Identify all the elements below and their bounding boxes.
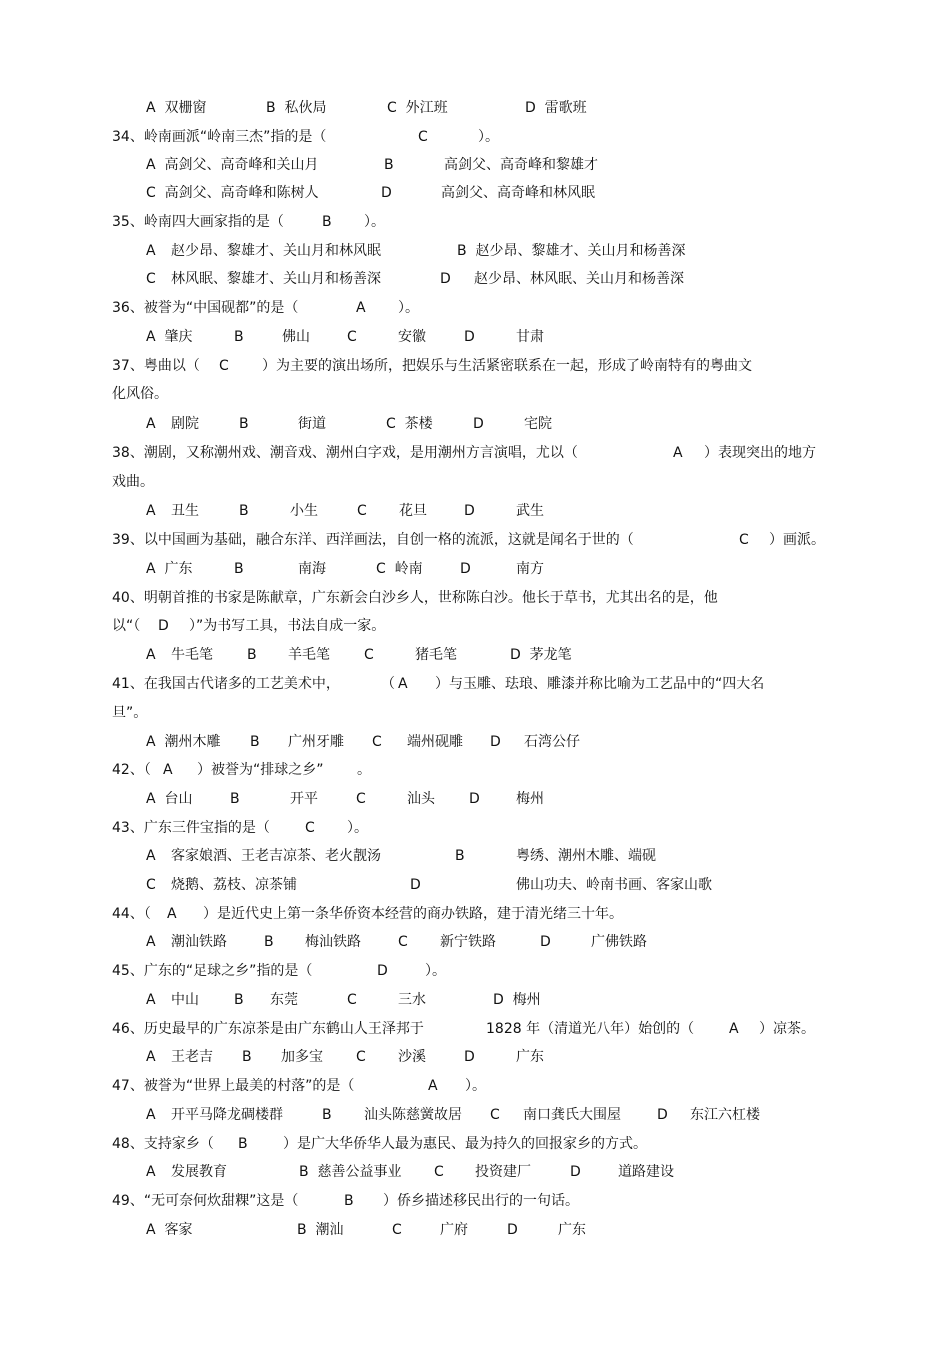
text-segment: ）”为书写工具，书法自成一家。 bbox=[189, 618, 386, 634]
text-segment: C bbox=[347, 992, 357, 1008]
text-segment: 安徽 bbox=[398, 329, 426, 345]
text-segment: C bbox=[418, 129, 428, 145]
text-segment: ）。 bbox=[465, 1078, 486, 1094]
text-segment: 35、岭南四大画家指的是（ bbox=[112, 214, 284, 230]
text-line bbox=[0, 990, 950, 1016]
text-segment: ）侨乡描述移民出行的一句话。 bbox=[383, 1193, 579, 1209]
text-segment: 汕头 bbox=[407, 791, 435, 807]
text-line bbox=[0, 155, 950, 181]
text-segment: 汕头陈慈黉故居 bbox=[364, 1107, 462, 1123]
text-segment: 开平马降龙碉楼群 bbox=[171, 1107, 283, 1123]
text-segment: B bbox=[384, 157, 394, 173]
text-segment: 广府 bbox=[440, 1222, 468, 1238]
text-segment: 丑生 bbox=[171, 503, 199, 519]
text-line bbox=[0, 645, 950, 671]
text-segment: C bbox=[146, 877, 156, 893]
text-segment: 林风眠、黎雄才、关山月和杨善深 bbox=[171, 271, 381, 287]
text-segment: D 梅州 bbox=[493, 992, 541, 1008]
text-line bbox=[0, 789, 950, 815]
text-line bbox=[0, 818, 950, 844]
text-segment: 羊毛笔 bbox=[288, 647, 330, 663]
text-segment: B bbox=[242, 1049, 252, 1065]
text-line bbox=[0, 559, 950, 585]
text-segment: 40、明朝首推的书家是陈献章，广东新会白沙乡人，世称陈白沙。他长于草书，尤其出名的是，他 bbox=[112, 590, 718, 606]
text-segment: 48、支持家乡（ bbox=[112, 1136, 214, 1152]
text-segment: 赵少昂、林风眠、关山月和杨善深 bbox=[474, 271, 684, 287]
text-segment: 开平 bbox=[290, 791, 318, 807]
text-segment: 梅汕铁路 bbox=[305, 934, 361, 950]
text-line bbox=[0, 616, 950, 642]
text-line bbox=[0, 1105, 950, 1131]
text-segment: 石湾公仔 bbox=[524, 734, 580, 750]
text-segment: A bbox=[163, 762, 173, 778]
text-segment: B bbox=[230, 791, 240, 807]
text-line bbox=[0, 961, 950, 987]
text-segment: B bbox=[344, 1193, 354, 1209]
text-segment: 高剑父、高奇峰和黎雄才 bbox=[444, 157, 598, 173]
text-line bbox=[0, 212, 950, 238]
text-segment: 宅院 bbox=[524, 416, 552, 432]
text-line bbox=[0, 904, 950, 930]
text-segment: B bbox=[250, 734, 260, 750]
text-segment: C bbox=[398, 934, 408, 950]
text-segment: A bbox=[167, 906, 177, 922]
text-line bbox=[0, 1162, 950, 1188]
text-segment: B 慈善公益事业 bbox=[299, 1164, 402, 1180]
text-segment: C bbox=[146, 271, 156, 287]
text-segment: D bbox=[377, 963, 388, 979]
text-line bbox=[0, 127, 950, 153]
text-line bbox=[0, 1076, 950, 1102]
text-segment: D bbox=[158, 618, 169, 634]
text-segment: C bbox=[372, 734, 382, 750]
text-segment: 端州砚雕 bbox=[407, 734, 463, 750]
text-segment: D bbox=[381, 185, 392, 201]
text-segment: 猪毛笔 bbox=[415, 647, 457, 663]
text-segment: 广东 bbox=[516, 1049, 544, 1065]
text-line bbox=[0, 1019, 950, 1045]
text-line bbox=[0, 298, 950, 324]
text-segment: 小生 bbox=[290, 503, 318, 519]
text-segment: A bbox=[146, 934, 156, 950]
text-segment: 南口龚氏大围屋 bbox=[523, 1107, 621, 1123]
text-segment: 东江六杠楼 bbox=[690, 1107, 760, 1123]
text-segment: 44、（ bbox=[112, 906, 151, 922]
text-segment: B bbox=[239, 503, 249, 519]
text-segment: ）。 bbox=[478, 129, 499, 145]
text-segment: 加多宝 bbox=[281, 1049, 323, 1065]
text-segment: A bbox=[146, 1107, 156, 1123]
text-segment: 39、以中国画为基础，融合东洋、西洋画法，自创一格的流派，这就是闻名于世的（ bbox=[112, 532, 634, 548]
text-segment: A bbox=[146, 243, 156, 259]
text-segment: A 客家 bbox=[146, 1222, 193, 1238]
text-segment: ）与玉雕、珐琅、雕漆并称比喻为工艺品中的“四大名 bbox=[435, 676, 765, 692]
text-segment: D bbox=[570, 1164, 581, 1180]
text-segment: C bbox=[490, 1107, 500, 1123]
text-segment: 牛毛笔 bbox=[171, 647, 213, 663]
text-line bbox=[0, 98, 950, 124]
text-segment: 49、“无可奈何炊甜粿”这是（ bbox=[112, 1193, 299, 1209]
text-segment: 广州牙雕 bbox=[288, 734, 344, 750]
text-segment: B bbox=[322, 214, 332, 230]
text-segment: 新宁铁路 bbox=[440, 934, 496, 950]
text-line bbox=[0, 384, 950, 410]
text-segment: A bbox=[146, 992, 156, 1008]
text-line bbox=[0, 875, 950, 901]
text-segment: 1828 年（清道光八年）始创的（ bbox=[486, 1021, 695, 1037]
text-segment: C bbox=[392, 1222, 402, 1238]
text-segment: B 潮汕 bbox=[297, 1222, 344, 1238]
text-segment: D bbox=[464, 503, 475, 519]
text-segment: 41、在我国古代诸多的工艺美术中， bbox=[112, 676, 340, 692]
text-segment: B 赵少昂、黎雄才、关山月和杨善深 bbox=[457, 243, 686, 259]
text-segment: 42、（ bbox=[112, 762, 151, 778]
text-segment: C 高剑父、高奇峰和陈树人 bbox=[146, 185, 319, 201]
text-segment: D bbox=[507, 1222, 518, 1238]
text-segment: D bbox=[473, 416, 484, 432]
text-line bbox=[0, 1220, 950, 1246]
text-segment: B bbox=[264, 934, 274, 950]
text-segment: ）是近代史上第一条华侨资本经营的商办铁路，建于清光绪三十年。 bbox=[203, 906, 623, 922]
text-line bbox=[0, 183, 950, 209]
text-segment: 花旦 bbox=[399, 503, 427, 519]
text-segment: A bbox=[428, 1078, 438, 1094]
text-segment: D bbox=[657, 1107, 668, 1123]
text-segment: ）画派。 bbox=[769, 532, 825, 548]
text-segment: 以“（ bbox=[112, 618, 141, 634]
text-segment: 武生 bbox=[516, 503, 544, 519]
text-segment: D bbox=[464, 1049, 475, 1065]
text-line bbox=[0, 846, 950, 872]
text-segment: A bbox=[146, 647, 156, 663]
text-segment: A bbox=[146, 1049, 156, 1065]
text-segment: A 肇庆 bbox=[146, 329, 193, 345]
text-segment: 梅州 bbox=[516, 791, 544, 807]
text-segment: D bbox=[460, 561, 471, 577]
text-segment: ）被誉为“排球之乡” bbox=[197, 762, 324, 778]
text-segment: D bbox=[490, 734, 501, 750]
text-segment: ）。 bbox=[425, 963, 446, 979]
text-segment: C bbox=[434, 1164, 444, 1180]
text-line bbox=[0, 932, 950, 958]
text-segment: 38、潮剧，又称潮州戏、潮音戏、潮州白字戏，是用潮州方言演唱，尤以（ bbox=[112, 445, 578, 461]
text-segment: A 双栅窗 bbox=[146, 100, 207, 116]
text-segment: D bbox=[410, 877, 421, 893]
text-segment: C bbox=[219, 358, 229, 374]
text-line bbox=[0, 443, 950, 469]
text-segment: 中山 bbox=[171, 992, 199, 1008]
text-segment: 投资建厂 bbox=[475, 1164, 531, 1180]
text-segment: A bbox=[146, 1164, 156, 1180]
text-line bbox=[0, 269, 950, 295]
text-segment: 戏曲。 bbox=[112, 474, 154, 490]
text-segment: C 岭南 bbox=[376, 561, 423, 577]
text-segment: A 高剑父、高奇峰和关山月 bbox=[146, 157, 319, 173]
text-segment: A bbox=[356, 300, 366, 316]
text-segment: 发展教育 bbox=[171, 1164, 227, 1180]
text-segment: D 茅龙笔 bbox=[510, 647, 572, 663]
text-line bbox=[0, 472, 950, 498]
text-segment: B bbox=[234, 992, 244, 1008]
text-line bbox=[0, 327, 950, 353]
text-segment: C 茶楼 bbox=[386, 416, 433, 432]
text-segment: 化风俗。 bbox=[112, 386, 168, 402]
text-segment: B 私伙局 bbox=[266, 100, 327, 116]
text-line bbox=[0, 414, 950, 440]
text-segment: A bbox=[673, 445, 683, 461]
text-segment: ）。 bbox=[347, 820, 368, 836]
text-segment: 赵少昂、黎雄才、关山月和林风眠 bbox=[171, 243, 381, 259]
text-segment: A bbox=[146, 848, 156, 864]
text-segment: B bbox=[234, 561, 244, 577]
text-segment: A 台山 bbox=[146, 791, 193, 807]
text-segment: 高剑父、高奇峰和林风眠 bbox=[441, 185, 595, 201]
text-segment: C bbox=[356, 1049, 366, 1065]
text-segment: （ bbox=[381, 676, 395, 692]
text-segment: 47、被誉为“世界上最美的村落”的是（ bbox=[112, 1078, 355, 1094]
text-segment: C bbox=[356, 791, 366, 807]
text-line bbox=[0, 501, 950, 527]
text-segment: 王老吉 bbox=[171, 1049, 213, 1065]
text-line bbox=[0, 241, 950, 267]
text-segment: C bbox=[357, 503, 367, 519]
text-segment: A bbox=[398, 676, 408, 692]
text-segment: 潮汕铁路 bbox=[171, 934, 227, 950]
text-line bbox=[0, 674, 950, 700]
text-line bbox=[0, 1047, 950, 1073]
text-segment: 街道 bbox=[298, 416, 326, 432]
text-segment: 东莞 bbox=[270, 992, 298, 1008]
text-segment: 37、粤曲以（ bbox=[112, 358, 200, 374]
text-segment: 客家娘酒、王老吉凉茶、老火靓汤 bbox=[171, 848, 381, 864]
text-segment: 旦”。 bbox=[112, 705, 148, 721]
text-segment: D bbox=[469, 791, 480, 807]
text-line bbox=[0, 588, 950, 614]
text-segment: 南海 bbox=[298, 561, 326, 577]
text-segment: C 外江班 bbox=[387, 100, 448, 116]
text-segment: D 雷歌班 bbox=[525, 100, 587, 116]
text-segment: A 潮州木雕 bbox=[146, 734, 221, 750]
text-segment: 广东 bbox=[558, 1222, 586, 1238]
text-segment: 粤绣、潮州木雕、端砚 bbox=[516, 848, 656, 864]
text-segment: D bbox=[464, 329, 475, 345]
text-segment: 佛山 bbox=[282, 329, 310, 345]
text-segment: 沙溪 bbox=[398, 1049, 426, 1065]
text-segment: ）。 bbox=[364, 214, 385, 230]
text-segment: 34、岭南画派“岭南三杰”指的是（ bbox=[112, 129, 327, 145]
text-segment: A bbox=[729, 1021, 739, 1037]
text-segment: A bbox=[146, 503, 156, 519]
text-segment: B bbox=[239, 416, 249, 432]
text-segment: ）凉茶。 bbox=[759, 1021, 815, 1037]
text-line bbox=[0, 1134, 950, 1160]
text-segment: 45、广东的“足球之乡”指的是（ bbox=[112, 963, 313, 979]
text-segment: C bbox=[305, 820, 315, 836]
text-segment: 剧院 bbox=[171, 416, 199, 432]
text-segment: C bbox=[739, 532, 749, 548]
text-segment: B bbox=[238, 1136, 248, 1152]
text-segment: ）是广大华侨华人最为惠民、最为持久的回报家乡的方式。 bbox=[283, 1136, 647, 1152]
text-segment: D bbox=[540, 934, 551, 950]
text-segment: 46、历史最早的广东凉茶是由广东鹤山人王泽邦于 bbox=[112, 1021, 424, 1037]
text-segment: 43、广东三件宝指的是（ bbox=[112, 820, 270, 836]
text-segment: ）。 bbox=[398, 300, 419, 316]
text-segment: 36、被誉为“中国砚都”的是（ bbox=[112, 300, 299, 316]
text-segment: ）为主要的演出场所，把娱乐与生活紧密联系在一起，形成了岭南特有的粤曲文 bbox=[262, 358, 752, 374]
text-segment: 烧鹅、荔枝、凉茶铺 bbox=[171, 877, 297, 893]
text-segment: B bbox=[247, 647, 257, 663]
text-line bbox=[0, 356, 950, 382]
text-segment: 南方 bbox=[516, 561, 544, 577]
text-segment: C bbox=[347, 329, 357, 345]
text-segment: D bbox=[440, 271, 451, 287]
text-segment: ）表现突出的地方 bbox=[704, 445, 816, 461]
text-segment: 广佛铁路 bbox=[591, 934, 647, 950]
text-line bbox=[0, 760, 950, 786]
text-segment: 三水 bbox=[398, 992, 426, 1008]
text-segment: 甘肃 bbox=[516, 329, 544, 345]
text-segment: 道路建设 bbox=[618, 1164, 674, 1180]
text-line bbox=[0, 703, 950, 729]
text-line bbox=[0, 1191, 950, 1217]
text-segment: B bbox=[322, 1107, 332, 1123]
text-segment: C bbox=[364, 647, 374, 663]
text-segment: A bbox=[146, 416, 156, 432]
text-line bbox=[0, 530, 950, 556]
text-segment: B bbox=[455, 848, 465, 864]
text-segment: B bbox=[234, 329, 244, 345]
text-segment: A 广东 bbox=[146, 561, 193, 577]
text-segment: 。 bbox=[357, 762, 371, 778]
text-segment: 佛山功夫、岭南书画、客家山歌 bbox=[516, 877, 712, 893]
text-line bbox=[0, 732, 950, 758]
